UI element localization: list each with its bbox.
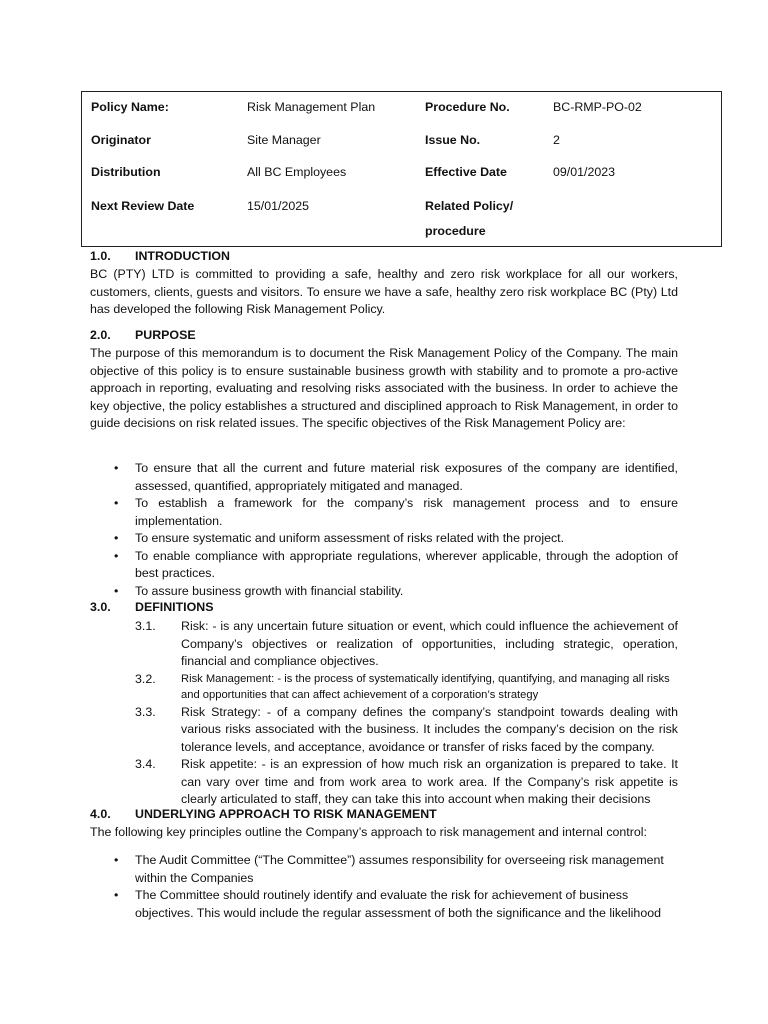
list-item: • To establish a framework for the company’s risk management process and to ensure implementation. xyxy=(114,496,678,528)
definition-text: Risk: - is any uncertain future situation or event, which could influence the achievement of Company’s objectives or realization of opportunities, including strategic, operation, financial and compliance objectives. xyxy=(181,619,678,668)
section-heading: INTRODUCTION xyxy=(135,249,230,263)
policy-name-label: Policy Name: xyxy=(91,100,169,114)
list-item: • To ensure systematic and uniform assessment of risks related with the project. xyxy=(90,530,678,548)
procedure-no-value: BC-RMP-PO-02 xyxy=(553,100,642,114)
bullet-icon: • xyxy=(114,531,119,545)
originator-value: Site Manager xyxy=(247,133,321,147)
intro-paragraph: BC (PTY) LTD is committed to providing a safe, healthy and zero risk workplace for all our workers, customers, clients, guests and visitors. To ensure we have a safe, healthy zero risk workplace BC (Pty) Ltd has developed the following Risk Management Policy. xyxy=(90,267,678,316)
policy-header-table xyxy=(81,91,722,247)
definition-number: 3.3. xyxy=(135,704,156,719)
list-item: • To enable compliance with appropriate regulations, wherever applicable, through the adoption of best practices. xyxy=(114,548,678,580)
bullet-icon: • xyxy=(114,853,119,867)
definition-text: Risk Strategy: - of a company defines the company’s standpoint towards dealing with various risks associated with the business. It includes the company’s decision on the risk tolerance levels, and acceptance, avoidance or transfer of risks faced by the company. xyxy=(181,704,678,754)
definition-text: Risk Management: - is the process of systematically identifying, quantifying, and managing all risks and opportunities that can affect achievement of a corporation’s strategy xyxy=(181,672,670,701)
approach-paragraph: The following key principles outline the Company’s approach to risk management and internal control: xyxy=(90,825,647,839)
section-heading: PURPOSE xyxy=(135,328,196,342)
section-number: 3.0. xyxy=(90,600,111,614)
bullet-icon: • xyxy=(114,496,119,510)
definition-item xyxy=(135,618,678,671)
related-policy-label-cont: procedure xyxy=(425,224,486,238)
list-item: • To ensure that all the current and future material risk exposures of the company are identified, assessed, quantified, appropriately mitigated and managed. xyxy=(114,461,678,493)
section-heading: DEFINITIONS xyxy=(135,600,214,614)
issue-no-label: Issue No. xyxy=(425,133,481,147)
purpose-paragraph: The purpose of this memorandum is to document the Risk Management Policy of the Company. The main objective of this policy is to ensure sustainable business growth with stability and to promote a pro-active approach in reporting, evaluating and resolving risks associated with the business. In order to achieve the key objective, the policy establishes a structured and disciplined approach to Risk Management, in order to guide decisions on risk related issues. The specific objectives of the Risk Management Policy are: xyxy=(90,346,678,430)
section-heading: UNDERLYING APPROACH TO RISK MANAGEMENT xyxy=(135,807,437,821)
originator-label: Originator xyxy=(91,133,151,147)
list-item: • The Audit Committee (“The Committee”) assumes responsibility for overseeing risk management within the Companies xyxy=(114,853,664,885)
bullet-icon: • xyxy=(114,583,119,598)
approach-principles-list xyxy=(90,852,678,922)
distribution-label: Distribution xyxy=(91,165,161,179)
definition-text: Risk appetite: - is an expression of how much risk an organization is prepared to take. It can vary over time and from work area to work area. If the Company’s risk appetite is clearly articulated to staff, they can take this into account when making their decisions xyxy=(181,757,678,806)
definition-number: 3.2. xyxy=(135,671,156,686)
effective-date-value: 09/01/2023 xyxy=(553,165,616,179)
distribution-value: All BC Employees xyxy=(247,165,347,179)
issue-no-value: 2 xyxy=(553,133,560,147)
list-item: • To assure business growth with financial stability. xyxy=(90,583,678,601)
bullet-icon: • xyxy=(114,461,119,475)
definitions-list xyxy=(135,618,678,809)
related-policy-label: Related Policy/ xyxy=(425,199,514,213)
procedure-no-label: Procedure No. xyxy=(425,100,510,114)
list-item: • The Committee should routinely identify and evaluate the risk for achievement of business objectives. This would include the regular assessment of both the significance and the likelihood xyxy=(114,888,661,920)
definition-number: 3.1. xyxy=(135,619,156,633)
next-review-date-value: 15/01/2025 xyxy=(247,199,310,213)
definition-item xyxy=(135,704,678,757)
bullet-icon: • xyxy=(114,888,119,902)
definition-item xyxy=(135,756,678,809)
definition-number: 3.4. xyxy=(135,757,156,771)
definition-item xyxy=(135,671,678,704)
section-number: 2.0. xyxy=(90,328,111,342)
policy-name-value: Risk Management Plan xyxy=(247,100,376,114)
purpose-objectives-list xyxy=(90,460,678,600)
next-review-date-label: Next Review Date xyxy=(91,199,195,213)
section-number: 1.0. xyxy=(90,249,111,263)
section-number: 4.0. xyxy=(90,807,111,821)
bullet-icon: • xyxy=(114,548,119,563)
effective-date-label: Effective Date xyxy=(425,165,507,179)
